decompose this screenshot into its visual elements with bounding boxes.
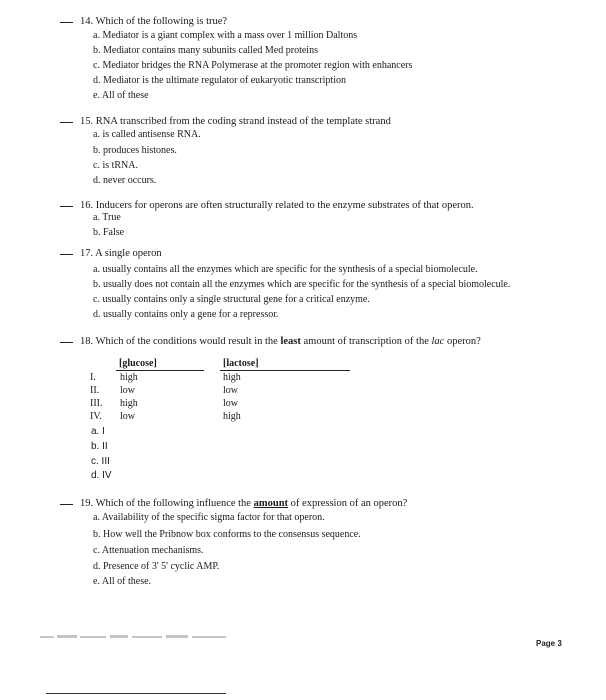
option-a: a. usually contains all the enzymes which are specific for the synthesis of a special biomolecule. (93, 264, 478, 275)
option-e: e. All of these (93, 90, 149, 101)
answer-blank-19[interactable] (60, 504, 73, 505)
option-b: b. Mediator contains many subunits called Med proteins (93, 45, 318, 56)
table-header-lactose: [lactose] (223, 358, 259, 369)
question-17 (60, 244, 580, 320)
question-15 (60, 112, 580, 188)
table-row-label: II. (90, 385, 100, 396)
question-text: Which of the following influence the (95, 498, 251, 509)
question-18 (60, 332, 580, 482)
table-row-label: IV. (90, 411, 102, 422)
question-stem (80, 335, 481, 348)
question-stem (80, 115, 391, 128)
bottom-divider (46, 693, 226, 694)
option-b: b. II (91, 441, 108, 452)
table-header-glucose: [glucose] (119, 358, 157, 369)
option-b: b. usually does not contain all the enzymes which are specific for the synthesis of a special biomolecule. (93, 279, 511, 290)
question-number: 14. (80, 16, 94, 27)
table-cell-glucose: low (120, 411, 135, 422)
question-text: of expression of an operon? (290, 498, 408, 509)
question-number: 15. (80, 116, 94, 127)
table-row-label: I. (90, 372, 96, 383)
question-19 (60, 494, 580, 586)
table-cell-lactose: high (223, 372, 241, 383)
table-cell-glucose: low (120, 385, 135, 396)
option-c: c. usually contains only a single structural gene for a critical enzyme. (93, 294, 370, 305)
option-d: d. never occurs. (93, 175, 157, 186)
question-number: 17. (80, 248, 94, 259)
table-rule (116, 370, 204, 371)
question-number: 19. (80, 498, 94, 509)
option-a: a. Availability of the specific sigma factor for that operon. (93, 512, 325, 523)
question-stem (80, 15, 227, 28)
option-c: c. is tRNA. (93, 160, 138, 171)
option-c: c. III (91, 456, 110, 467)
answer-blank-14[interactable] (60, 22, 73, 23)
option-b: b. produces histones. (93, 145, 177, 156)
answer-blank-18[interactable] (60, 342, 73, 343)
option-b: b. False (93, 227, 125, 238)
table-cell-glucose: high (120, 398, 138, 409)
option-c: c. Attenuation mechanisms. (93, 545, 204, 556)
option-c: c. Mediator bridges the RNA Polymerase at the promoter region with enhancers (93, 60, 413, 71)
answer-blank-16[interactable] (60, 206, 73, 207)
option-a: a. is called antisense RNA. (93, 129, 201, 140)
option-d: d. Presence of 3' 5' cyclic AMP. (93, 561, 220, 572)
table-cell-lactose: high (223, 411, 241, 422)
question-16 (60, 196, 580, 240)
faint-watermark-text (40, 633, 230, 643)
question-text: A single operon (95, 248, 162, 259)
question-14 (60, 12, 580, 102)
table-row-label: III. (90, 398, 103, 409)
answer-blank-15[interactable] (60, 122, 73, 123)
table-cell-lactose: low (223, 385, 238, 396)
option-a: a. I (91, 426, 105, 437)
question-text-emphasis: least (280, 336, 301, 347)
question-text-emphasis: amount (253, 498, 289, 509)
answer-blank-17[interactable] (60, 254, 73, 255)
question-text: Which of the conditions would result in the (95, 336, 278, 347)
option-d: d. IV (91, 470, 112, 481)
question-number: 16. (80, 200, 94, 211)
question-text-italic: lac (431, 336, 445, 347)
question-stem (80, 199, 474, 212)
option-b: b. How well the Pribnow box conforms to the consensus sequence. (93, 529, 361, 540)
question-stem (80, 247, 162, 260)
option-d: d. usually contains only a gene for a repressor. (93, 309, 279, 320)
question-text: operon? (446, 336, 481, 347)
option-e: e. All of these. (93, 576, 152, 587)
question-stem (80, 497, 407, 510)
question-text: Which of the following is true? (95, 16, 228, 27)
table-cell-glucose: high (120, 372, 138, 383)
option-a: a. Mediator is a giant complex with a mass over 1 million Daltons (93, 30, 358, 41)
table-cell-lactose: low (223, 398, 238, 409)
question-text: RNA transcribed from the coding strand instead of the template strand (95, 116, 391, 127)
table-rule (220, 370, 350, 371)
page-number: Page 3 (536, 639, 562, 648)
option-d: d. Mediator is the ultimate regulator of eukaryotic transcription (93, 75, 346, 86)
faint-scan-artifact (40, 633, 230, 641)
option-a: a. True (93, 212, 121, 223)
question-text: Inducers for operons are often structurally related to the enzyme substrates of that operon. (95, 200, 474, 211)
question-text: amount of transcription of the (303, 336, 429, 347)
question-number: 18. (80, 336, 94, 347)
